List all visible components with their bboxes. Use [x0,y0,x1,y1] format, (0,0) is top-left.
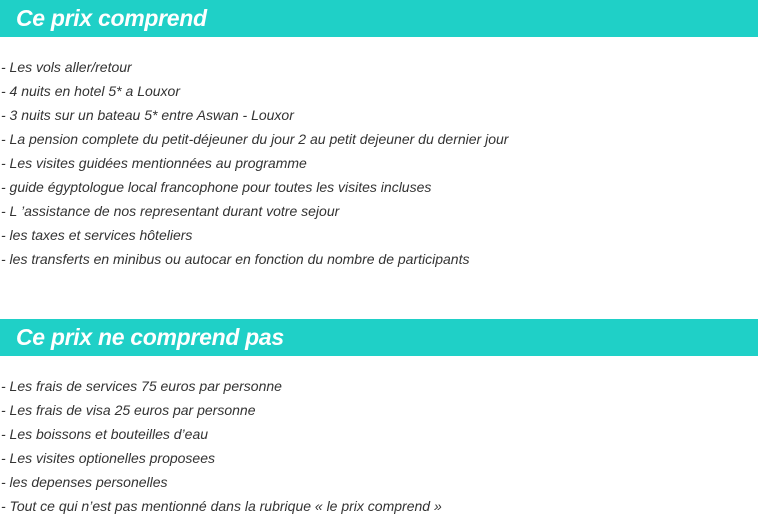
included-item: - L ’assistance de nos representant durant votre sejour [1,203,340,219]
excluded-item: - les depenses personelles [1,474,168,490]
excluded-list [0,374,758,518]
included-header [0,0,758,37]
excluded-section [0,319,758,518]
excluded-title: Ce prix ne comprend pas [16,324,284,350]
included-title: Ce prix comprend [16,5,207,31]
included-item: - La pension complete du petit-déjeuner du jour 2 au petit dejeuner du dernier jour [1,131,509,147]
included-item: - 3 nuits sur un bateau 5* entre Aswan - Louxor [1,107,294,123]
included-item: - 4 nuits en hotel 5* a Louxor [1,83,181,99]
included-item: - Les vols aller/retour [1,59,132,75]
excluded-header [0,319,758,356]
included-item: - Les visites guidées mentionnées au programme [1,155,307,171]
included-item: - les transferts en minibus ou autocar en fonction du nombre de participants [1,251,470,267]
excluded-item: - Tout ce qui n’est pas mentionné dans la rubrique « le prix comprend » [1,498,442,514]
included-list [0,55,758,271]
excluded-item: - Les boissons et bouteilles d’eau [1,426,209,442]
excluded-item: - Les frais de services 75 euros par personne [1,378,282,394]
excluded-item: - Les frais de visa 25 euros par personne [1,402,256,418]
excluded-item: - Les visites optionelles proposees [1,450,216,466]
included-item: - les taxes et services hôteliers [1,227,193,243]
included-item: - guide égyptologue local francophone pour toutes les visites incluses [1,179,432,195]
